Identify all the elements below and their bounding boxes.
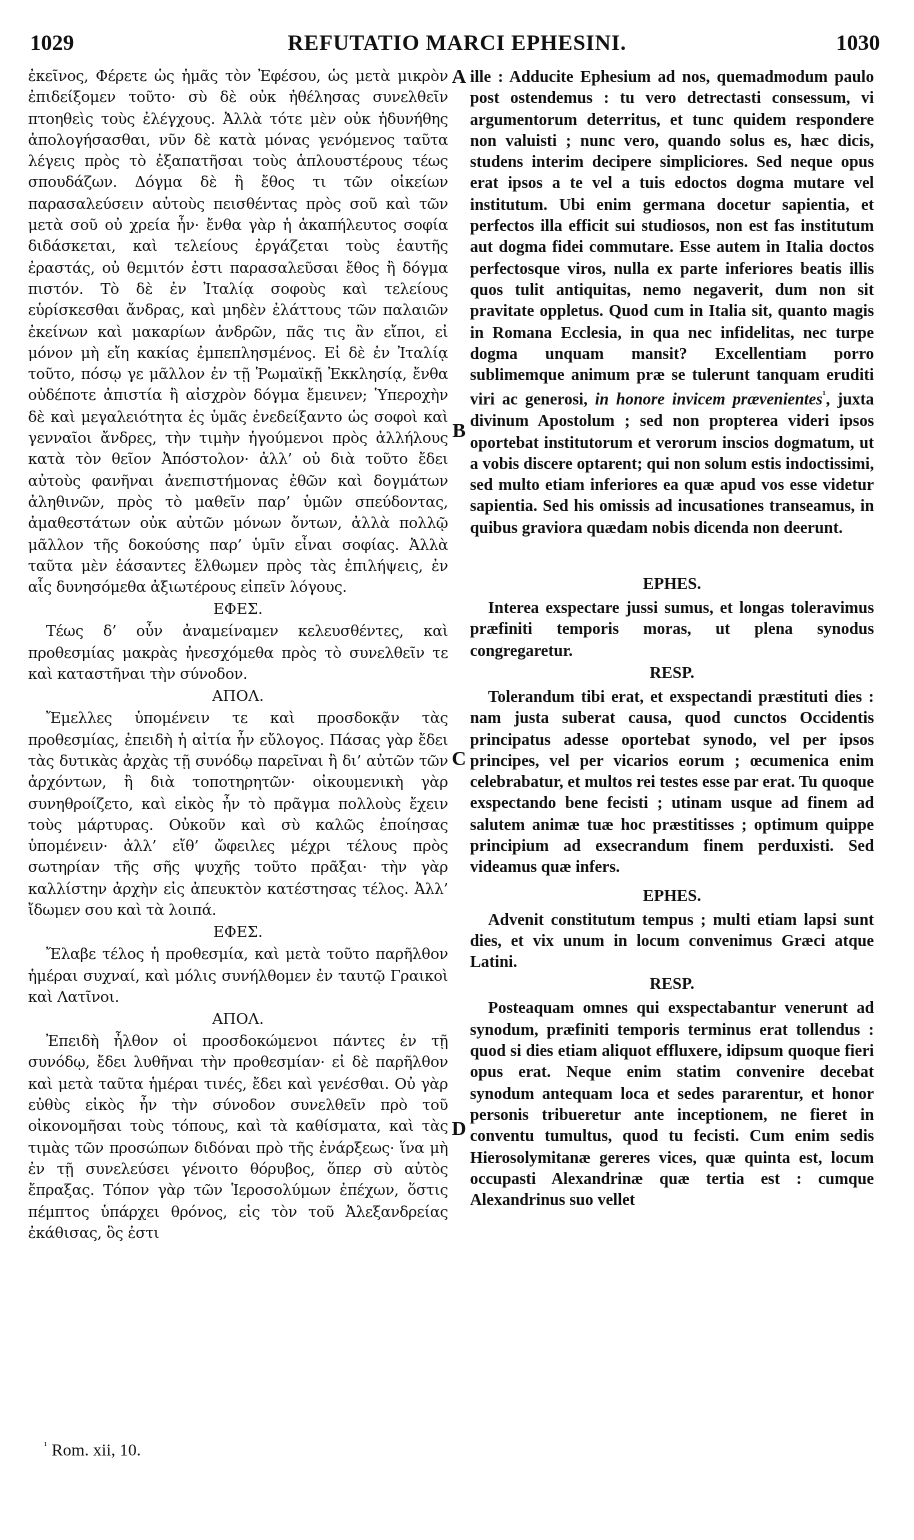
footnote-reference: ¹ [822, 389, 826, 402]
greek-speaker-ephes-1: ΕΦΕΣ. [213, 600, 263, 619]
margin-marker-d: D [451, 1118, 467, 1140]
right-page-number: 1030 [836, 30, 880, 55]
greek-speaker-apol-1: ΑΠΟΛ. [212, 687, 264, 706]
running-title: REFUTATIO MARCI EPHESINI. [287, 30, 627, 55]
greek-paragraph-3: Ἔμελλες ὑπομένειν τε καὶ προσδοκᾷν τὰς προθεσμίας, ἐπειδὴ ἡ αἰτία ἦν εὔλογος. Πάσας γὰρ ἔδει τὰς δυτικὰς ἀρχὰς τῇ συνόδῳ παρεῖναι ἢ δι’ αὐτῶν τῶν ἀρχόντων, ἢ διὰ τοποτηρητῶν· οἰκουμενικὴ γὰρ συνηθροίζετο, καὶ εἰκὸς ἦν τὸ πρᾶγμα πολλοὺς ἔχειν τοὺς μάρτυρας. Οὐκοῦν καὶ σὺ καλῶς ἐποίησας ὑπομένειν· ἀλλ’ εἴθ’ ὤφειλες μέχρι τέλους πρὸς σωτηρίαν τῆς σῆς ψυχῆς τοῦτο πρᾶξαι· τὴν γὰρ καλλίστην ἀρχὴν εἰς ἀπευκτὸν κατέστησας τέλος. Ἀλλ’ ἴδωμεν σου καὶ τὰ λοιπά. [28, 709, 448, 919]
greek-paragraph-4: Ἔλαβε τέλος ἡ προθεσμία, καὶ μετὰ τοῦτο παρῆλθον ἡμέραι συχναί, καὶ μόλις συνήλθομεν ἐν ταυτῷ Γραικοὶ καὶ Λατῖνοι. [28, 945, 448, 1006]
margin-marker-a: A [451, 66, 467, 88]
greek-column [28, 66, 448, 1244]
footnote-mark: ¹ [44, 1440, 48, 1452]
greek-paragraph-5: Ἐπειδὴ ἦλθον οἱ προσδοκώμενοι πάντες ἐν τῇ συνόδῳ, ἔδει λυθῆναι τὴν προθεσμίαν· εἰ δὲ παρῆλθον καὶ μετὰ ταῦτα ἡμέραι τινές, ἔδει καὶ γενέσθαι. Οὐ γὰρ εὐθὺς εἰκὸς ἦν τὴν σύνοδον συνελθεῖν πρὸ τοῦ οἰκονομῆσαι τοὺς τόπους, καὶ τὰ καθίσματα, καὶ τὰς τιμὰς τῶν προσώπων διδόναι πρὸ τῆς ἐνάρξεως· ἵνα μὴ ἐν τῇ συνελεύσει γένοιτο θόρυβος, ὅπερ σὺ αὐτὸς ἔπραξας. Τόπον γὰρ τῶν Ἱεροσολύμων ἐπέχων, ὅστις πέμπτος ὑπάρχει θρόνος, εἰς τὸν τοῦ Ἀλεξανδρείας ἐκάθισας, ὃς ἐστι [28, 1032, 448, 1242]
latin-paragraph-4: Advenit constitutum tempus ; multi etiam lapsi sunt dies, et vix unum in locum convenimus Græci atque Latini. [470, 909, 874, 972]
margin-marker-c: C [451, 748, 467, 770]
latin-paragraph-1-italic: in honore invicem prævenientes [595, 389, 823, 409]
latin-speaker-resp-2: RESP. [649, 974, 695, 994]
latin-paragraph-1 [470, 66, 874, 538]
latin-paragraph-2: Interea exspectare jussi sumus, et longas toleravimus præfiniti temporis moras, ut plena synodus congregaretur. [470, 598, 874, 660]
latin-paragraph-1-text: ille : Adducite Ephesium ad nos, quemadmodum paulo post ostendemus : tu vero detrectasti consessum, vi argumentorum deterritus, et tunc quidem respondere non valuisti ; nunc vero, quando solus es, hæc dicis, studens interim decipere simpliciores. Sed neque opus erat ipsos a te vel a tuis edoctos dogma mutare vel institutum. Ubi enim germana docetur sapientia, et perfectos illa efficit sui studiosos, non est fas institutum aut dogma fidei commutare. Esse autem in Italia doctos perfectosque viros, nulla ex parte inferiores beatis illis quos tulit antiquitas, nemo negaverit, dum non sit pravitate oppletus. Quod cum in Italia sit, quanto magis in Romana Ecclesia, in qua nec infidelitas, nec turpe dogma unquam mansit? Excellentiam porro sublimemque animum præ se tulerunt tanquam eruditi viri ac generosi, [470, 67, 874, 409]
latin-column [470, 66, 874, 1210]
running-header [0, 30, 914, 60]
footnote [44, 1440, 141, 1461]
margin-marker-b: B [452, 420, 466, 442]
latin-speaker-ephes-2: EPHES. [642, 885, 702, 905]
left-page-number: 1029 [30, 30, 74, 55]
latin-speaker-ephes-1: EPHES. [642, 574, 702, 594]
footnote-text: Rom. xii, 10. [51, 1440, 141, 1460]
latin-paragraph-5: Posteaquam omnes qui exspectabantur venerunt ad synodum, præfiniti temporis terminus erat tollendus : quod si dies etiam aliquot effluxere, idipsum quoque fieri opus erat. Neque enim statim convenire decebat synodum antequam loca et sedes pararentur, et honor personis tribueretur ante inceptionem, ne fieret in conventu tumultus, quod tu fecisti. Cum enim sedis Hierosolymitanæ gereres vices, quæ quinta est, locum occupasti Alexandrinæ quæ tertia est : cumque Alexandrinus suo vellet [470, 998, 874, 1210]
latin-paragraph-3: Tolerandum tibi erat, et exspectandi præstituti dies : nam justa suberat causa, quod cunctos Occidentis principatus adesse oportebat synodo, vel per ipsos principes, vel per vicarios eorum ; œcumenica enim celebrabatur, et multos rei testes esse par erat. Tu quoque exspectando bene fecisti ; utinam usque ad finem ad salutem animæ tuæ hoc præstitisses ; optimum quippe principium ad exsecrandum finem perduxisti. Sed videamus quæ infers. [470, 686, 874, 877]
greek-paragraph-1: ἐκεῖνος, Φέρετε ὡς ἡμᾶς τὸν Ἐφέσου, ὡς μετὰ μικρὸν ἐπιδείξομεν τοῦτο· σὺ δὲ οὐκ ἠθέλησας συνελθεῖν πτοηθεὶς τοὺς ἐλέγχους. Ἀλλὰ τότε μὲν οὐκ ἠδυνήθης ἀπολογήσασθαι, νῦν δὲ κατὰ μόνας γενόμενος ταῦτα λέγεις πρὸς τὸ ἐξαπατῆσαι τοὺς ἁπλουστέρους τέως σπουδάζων. Δόγμα δὲ ἢ ἔθος τι τῶν οἰκείων παρασαλεύσειν αὐτοὺς πεισθέντας πρὸς σοῦ καὶ τῶν μετὰ σοῦ οὐ χρεία ἦν· ἔνθα γὰρ ἡ ἀκαπήλευτος σοφία διδάσκεται, καὶ τελείους ἐργάζεται τοὺς ἑαυτῆς ἐραστάς, οὐ θεμιτόν ἐστι παρασαλεῦσαι ἔθος ἢ δόγμα πιστόν. Τὸ δὲ ἐν Ἰταλίᾳ σοφοὺς καὶ τελείους εὑρίσκεσθαι ἄνδρας, καὶ μηδὲν ἐλάττους τῶν παλαιῶν ἐκείνων καὶ μακαρίων ἀνδρῶν, πᾶς τις ἂν εἴποι, εἰ μόνον μὴ εἴη κακίας ἐμπεπλησμένος. Εἰ δὲ ἐν Ἰταλίᾳ τοῦτο, πόσῳ γε μᾶλλον ἐν τῇ Ῥωμαϊκῇ Ἐκκλησίᾳ, ἔνθα οὐδέποτε ἀπιστία ἢ αἰσχρὸν δόγμα ἔμεινεν; Ὑπεροχὴν δὲ καὶ μεγαλειότητα ἐς ὑμᾶς ἐνεδείξαντο ὡς σοφοὶ καὶ γενναῖοι ἄνδρες, τὴν τιμὴν ἡγούμενοι πρὸς ἀλλήλους κατὰ τὸν θεῖον Ἀπόστολον· ἀλλ’ οὐ διὰ τοῦτο ἔδει αὐτοὺς φανῆναι ἀνεπιστήμονας ἐθῶν καὶ δογμάτων ἀληθινῶν, πρὸς τὸ μαθεῖν παρ’ ὑμῶν σπεύδοντας, ἀμαθεστάτων οὐκ αὐτῶν μόνων ὄντων, ἀλλὰ πολλῷ μᾶλλον τῆς δοκούσης παρ’ ὑμῖν εἶναι σοφίας. Ἀλλὰ ταῦτα μὲν ἐάσαντες ἔλθωμεν πρὸς τὰς ἐπιλήψεις, ἐν αἷς δυνησόμεθα ἀξιωτέρους εἰπεῖν λόγους. [28, 67, 448, 597]
latin-paragraph-1-rest: , juxta divinum Apostolum ; sed non propterea videri ipsos oportebat institutorum et verorum inscios dogmatum, ut a vobis discere optarent; qui non solum estis indoctissimi, sed multo etiam inferiores ea quæ apud vos esse videtur sapientia. Sed his omissis ad incusationes transeamus, in quibus graviora quædam nobis dicenda non deerunt. [470, 389, 875, 537]
greek-paragraph-2: Τέως δ’ οὖν ἀναμείναμεν κελευσθέντες, καὶ προθεσμίας μακρὰς ἠνεσχόμεθα πρὸς τὸ συνελθεῖν τε καὶ καταστῆναι τὴν σύνοδον. [28, 622, 448, 684]
latin-speaker-resp-1: RESP. [649, 662, 695, 682]
greek-speaker-ephes-2: ΕΦΕΣ. [213, 923, 263, 942]
greek-speaker-apol-2: ΑΠΟΛ. [212, 1010, 264, 1029]
